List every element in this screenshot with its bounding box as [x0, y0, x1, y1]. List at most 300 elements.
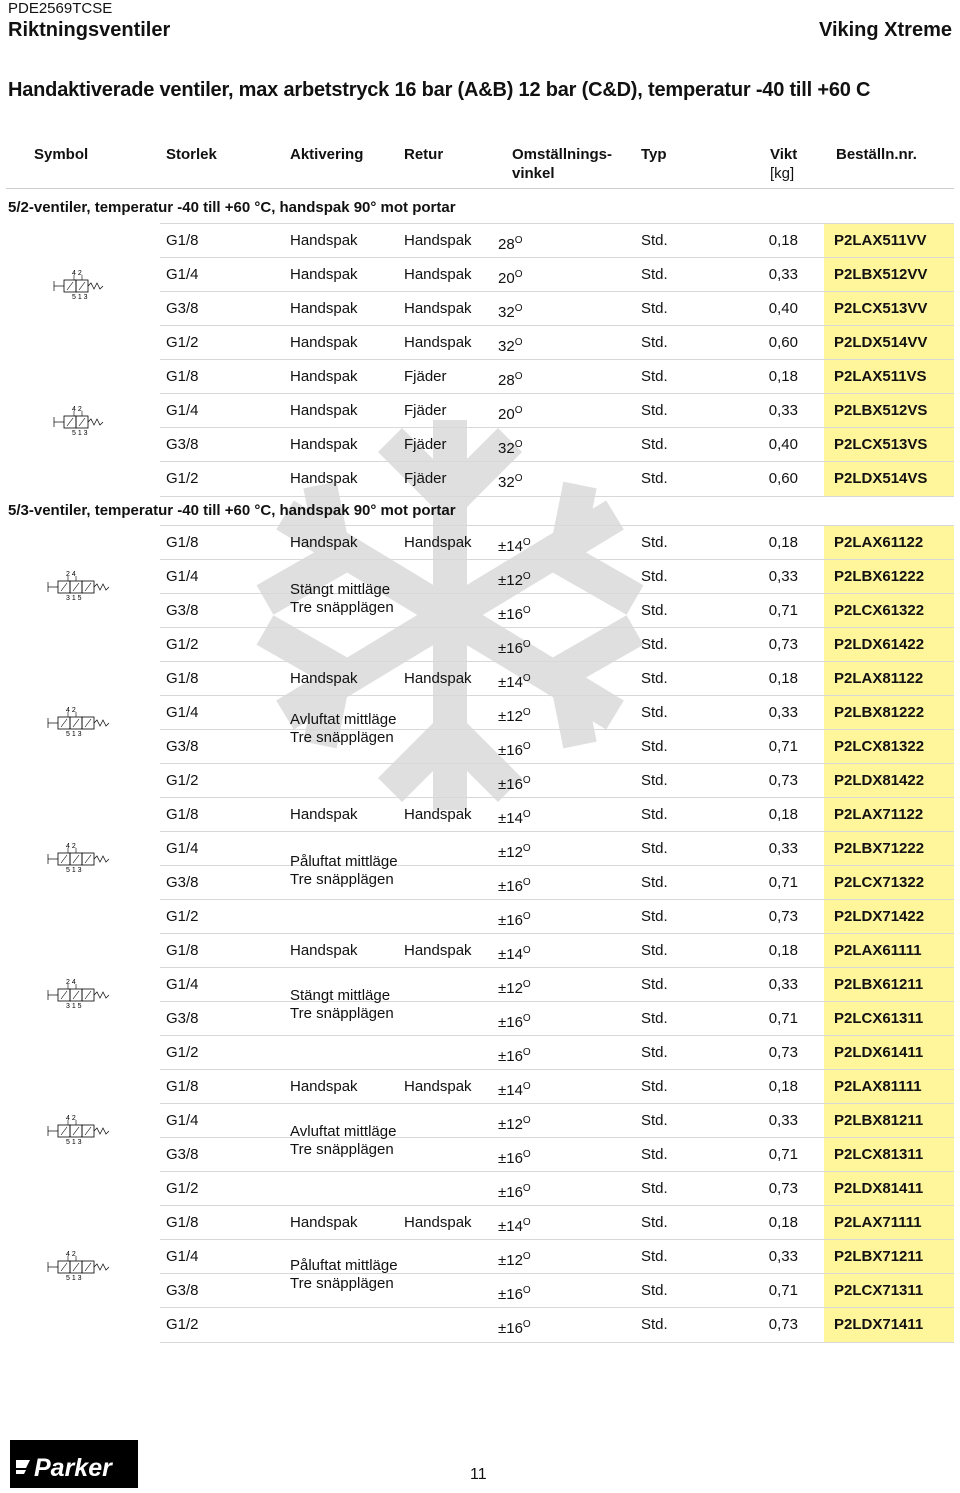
degree-mark: O: [522, 945, 531, 956]
angle-value: 20: [498, 270, 515, 287]
return-cell: Handspak: [404, 806, 472, 823]
type-cell: Std.: [641, 806, 668, 823]
type-cell: Std.: [641, 1146, 668, 1163]
order-number-cell: P2LBX81222: [824, 696, 954, 730]
symbol-ports-top: 4 2: [66, 843, 76, 850]
angle-cell: [498, 224, 522, 258]
weight-cell: 0,33: [768, 1112, 798, 1129]
order-number-cell: P2LDX514VS: [824, 462, 954, 496]
angle-value: ±14: [498, 538, 523, 555]
angle-cell: [498, 866, 531, 900]
type-cell: Std.: [641, 1316, 668, 1333]
angle-value: 32: [498, 440, 515, 457]
symbol-ports-bottom: 3 1 5: [66, 595, 82, 602]
symbol-ports-bottom: 5 1 3: [66, 731, 82, 738]
size-cell: G1/4: [166, 1112, 199, 1129]
angle-value: ±16: [498, 1014, 523, 1031]
angle-cell: [498, 730, 531, 764]
angle-value: 20: [498, 406, 515, 423]
note-line-2: Tre snäpplägen: [290, 599, 394, 616]
note-line-1: Stängt mittläge: [290, 987, 391, 1004]
angle-value: ±14: [498, 1082, 523, 1099]
angle-value: ±16: [498, 1184, 523, 1201]
type-cell: Std.: [641, 470, 668, 487]
return-cell: Handspak: [404, 300, 472, 317]
table-row: [160, 427, 954, 462]
center-position-note: [290, 987, 394, 1023]
return-cell: Handspak: [404, 334, 472, 351]
angle-value: ±16: [498, 606, 523, 623]
weight-cell: 0,33: [768, 976, 798, 993]
center-position-note: [290, 1123, 396, 1159]
type-cell: Std.: [641, 368, 668, 385]
table-row: [160, 967, 954, 1002]
size-cell: G3/8: [166, 300, 199, 317]
type-cell: Std.: [641, 266, 668, 283]
table-row: [160, 223, 954, 258]
degree-mark: O: [522, 1217, 531, 1228]
actuation-cell: Handspak: [290, 942, 358, 959]
degree-mark: O: [522, 741, 531, 752]
order-number-cell: P2LAX511VS: [824, 360, 954, 394]
weight-cell: 0,18: [768, 232, 798, 249]
order-number-cell: P2LCX513VV: [824, 292, 954, 326]
col-size: Storlek: [166, 146, 217, 163]
degree-mark: O: [522, 1115, 531, 1126]
symbol-ports-bottom: 5 1 3: [72, 430, 88, 437]
document-code: PDE2569TCSE: [8, 0, 113, 17]
weight-cell: 0,73: [768, 908, 798, 925]
parker-logo-text: Parker: [34, 1454, 112, 1482]
degree-mark: O: [522, 979, 531, 990]
angle-value: 32: [498, 474, 515, 491]
symbol-ports-top: 4 2: [72, 406, 82, 413]
weight-cell: 0,18: [768, 534, 798, 551]
note-line-2: Tre snäpplägen: [290, 1141, 394, 1158]
return-cell: Handspak: [404, 534, 472, 551]
type-cell: Std.: [641, 1078, 668, 1095]
angle-cell: [498, 1138, 531, 1172]
degree-mark: O: [522, 605, 531, 616]
angle-cell: [498, 662, 531, 696]
angle-cell: [498, 900, 531, 934]
weight-cell: 0,60: [768, 334, 798, 351]
degree-mark: O: [522, 1251, 531, 1262]
type-cell: Std.: [641, 436, 668, 453]
weight-cell: 0,18: [768, 806, 798, 823]
weight-cell: 0,33: [768, 568, 798, 585]
angle-cell: [498, 326, 522, 360]
type-cell: Std.: [641, 704, 668, 721]
degree-mark: O: [514, 235, 523, 246]
angle-cell: [498, 1172, 531, 1206]
table-row: [160, 1273, 954, 1308]
order-number-cell: P2LAX61122: [824, 526, 954, 560]
degree-mark: O: [522, 673, 531, 684]
note-line-2: Tre snäpplägen: [290, 1275, 394, 1292]
weight-cell: 0,33: [768, 266, 798, 283]
degree-mark: O: [514, 473, 523, 484]
size-cell: G1/8: [166, 368, 199, 385]
table-row: [160, 1307, 954, 1343]
angle-cell: [498, 764, 531, 798]
table-row: [160, 1171, 954, 1206]
table-row: [160, 763, 954, 798]
size-cell: G1/4: [166, 1248, 199, 1265]
table-row: [160, 831, 954, 866]
col-order: Beställn.nr.: [836, 146, 917, 163]
weight-cell: 0,40: [768, 300, 798, 317]
table-row: [160, 695, 954, 730]
weight-cell: 0,60: [768, 470, 798, 487]
col-angle-line1: Omställnings-: [512, 146, 613, 163]
parker-logo: [10, 1440, 138, 1488]
degree-mark: O: [522, 1183, 531, 1194]
order-number-cell: P2LAX81111: [824, 1070, 954, 1104]
table-row: [160, 359, 954, 394]
order-number-cell: P2LAX71122: [824, 798, 954, 832]
order-number-cell: P2LAX61111: [824, 934, 954, 968]
size-cell: G1/2: [166, 334, 199, 351]
type-cell: Std.: [641, 1010, 668, 1027]
valve-5-3-pressurized-center-icon: [28, 839, 124, 883]
weight-cell: 0,71: [768, 1146, 798, 1163]
type-cell: Std.: [641, 840, 668, 857]
angle-value: 28: [498, 372, 515, 389]
note-line-1: Avluftat mittläge: [290, 711, 397, 728]
col-return: Retur: [404, 146, 444, 163]
angle-value: ±12: [498, 1252, 523, 1269]
weight-cell: 0,71: [768, 1010, 798, 1027]
angle-cell: [498, 628, 531, 662]
table-row: [160, 257, 954, 292]
type-cell: Std.: [641, 1282, 668, 1299]
size-cell: G1/4: [166, 266, 199, 283]
parker-logo-icon: [10, 1440, 138, 1488]
order-number-cell: P2LBX61222: [824, 560, 954, 594]
angle-value: ±16: [498, 742, 523, 759]
weight-cell: 0,18: [768, 1214, 798, 1231]
size-cell: G3/8: [166, 874, 199, 891]
order-number-cell: P2LBX71222: [824, 832, 954, 866]
degree-mark: O: [514, 371, 523, 382]
table-row: [160, 729, 954, 764]
weight-cell: 0,18: [768, 368, 798, 385]
valve-5-3-pressurized-center-icon: [28, 1247, 124, 1291]
weight-cell: 0,40: [768, 436, 798, 453]
order-number-cell: P2LBX512VS: [824, 394, 954, 428]
order-number-cell: P2LAX71111: [824, 1206, 954, 1240]
order-number-cell: P2LAX81122: [824, 662, 954, 696]
angle-value: ±16: [498, 640, 523, 657]
table-row: [160, 933, 954, 968]
valve-5-2-lever-lever-icon: [28, 266, 124, 310]
order-number-cell: P2LBX512VV: [824, 258, 954, 292]
angle-cell: [498, 1002, 531, 1036]
angle-cell: [498, 258, 522, 292]
col-symbol: Symbol: [34, 146, 89, 163]
actuation-cell: Handspak: [290, 470, 358, 487]
center-position-note: [290, 1257, 398, 1293]
table-row: [160, 1137, 954, 1172]
type-cell: Std.: [641, 738, 668, 755]
type-cell: Std.: [641, 300, 668, 317]
col-angle: [512, 145, 612, 183]
weight-cell: 0,33: [768, 1248, 798, 1265]
size-cell: G3/8: [166, 436, 199, 453]
note-line-1: Stängt mittläge: [290, 581, 391, 598]
degree-mark: O: [522, 843, 531, 854]
valve-5-3-exhausted-center-icon: [28, 1111, 124, 1155]
angle-value: ±14: [498, 1218, 523, 1235]
table-row: [160, 1103, 954, 1138]
size-cell: G1/8: [166, 1078, 199, 1095]
symbol-ports-bottom: 5 1 3: [72, 294, 88, 301]
size-cell: G1/8: [166, 942, 199, 959]
symbol-ports-bottom: 5 1 3: [66, 867, 82, 874]
header-divider: [6, 188, 954, 189]
size-cell: G1/8: [166, 670, 199, 687]
angle-value: ±14: [498, 946, 523, 963]
order-number-cell: P2LAX511VV: [824, 224, 954, 258]
weight-cell: 0,73: [768, 636, 798, 653]
type-cell: Std.: [641, 534, 668, 551]
angle-cell: [498, 1036, 531, 1070]
order-number-cell: P2LDX61411: [824, 1036, 954, 1070]
degree-mark: O: [522, 571, 531, 582]
type-cell: Std.: [641, 1214, 668, 1231]
symbol-ports-top: 4 2: [72, 270, 82, 277]
return-cell: Handspak: [404, 1078, 472, 1095]
actuation-cell: Handspak: [290, 1078, 358, 1095]
weight-cell: 0,71: [768, 1282, 798, 1299]
actuation-cell: Handspak: [290, 806, 358, 823]
size-cell: G1/4: [166, 976, 199, 993]
center-position-note: [290, 711, 396, 747]
center-position-note: [290, 581, 394, 617]
symbol-ports-top: 4 2: [66, 1251, 76, 1258]
order-number-cell: P2LCX81322: [824, 730, 954, 764]
table-row: [160, 1205, 954, 1240]
note-line-1: Påluftat mittläge: [290, 853, 398, 870]
degree-mark: O: [522, 1013, 531, 1024]
angle-value: ±16: [498, 878, 523, 895]
degree-mark: O: [522, 1149, 531, 1160]
note-line-2: Tre snäpplägen: [290, 729, 394, 746]
actuation-cell: Handspak: [290, 402, 358, 419]
valve-5-3-exhausted-center-icon: [28, 703, 124, 747]
actuation-cell: Handspak: [290, 436, 358, 453]
document-title: Riktningsventiler: [8, 19, 171, 41]
degree-mark: O: [514, 337, 523, 348]
angle-value: ±16: [498, 1150, 523, 1167]
center-position-note: [290, 853, 398, 889]
angle-value: ±12: [498, 708, 523, 725]
type-cell: Std.: [641, 602, 668, 619]
size-cell: G1/2: [166, 636, 199, 653]
order-number-cell: P2LDX61422: [824, 628, 954, 662]
valve-5-2-lever-spring-icon: [28, 402, 124, 446]
table-row: [160, 865, 954, 900]
return-cell: Handspak: [404, 232, 472, 249]
degree-mark: O: [522, 877, 531, 888]
type-cell: Std.: [641, 942, 668, 959]
col-actuation: Aktivering: [290, 146, 364, 163]
table-row: [160, 1035, 954, 1070]
table-row: [160, 461, 954, 497]
size-cell: G1/2: [166, 470, 199, 487]
section-5-3: 5/3-ventiler, temperatur -40 till +60 °C, handspak 90° mot portar: [8, 502, 456, 519]
type-cell: Std.: [641, 670, 668, 687]
degree-mark: O: [514, 303, 523, 314]
degree-mark: O: [522, 1047, 531, 1058]
type-cell: Std.: [641, 334, 668, 351]
type-cell: Std.: [641, 568, 668, 585]
table-row: [160, 1239, 954, 1274]
angle-value: ±16: [498, 1320, 523, 1337]
order-number-cell: P2LBX61211: [824, 968, 954, 1002]
symbol-ports-bottom: 5 1 3: [66, 1139, 82, 1146]
angle-cell: [498, 1308, 531, 1342]
angle-cell: [498, 526, 531, 560]
weight-cell: 0,73: [768, 1044, 798, 1061]
valve-5-3-closed-center-icon: [28, 567, 124, 611]
type-cell: Std.: [641, 772, 668, 789]
return-cell: Fjäder: [404, 402, 447, 419]
order-number-cell: P2LDX81411: [824, 1172, 954, 1206]
table-row: [160, 797, 954, 832]
symbol-ports-top: 2 4: [66, 979, 76, 986]
angle-cell: [498, 560, 531, 594]
angle-value: ±14: [498, 674, 523, 691]
angle-cell: [498, 1104, 531, 1138]
col-weight: [770, 145, 797, 183]
note-line-1: Påluftat mittläge: [290, 1257, 398, 1274]
order-number-cell: P2LCX61311: [824, 1002, 954, 1036]
size-cell: G3/8: [166, 1146, 199, 1163]
size-cell: G1/4: [166, 402, 199, 419]
order-number-cell: P2LDX514VV: [824, 326, 954, 360]
size-cell: G3/8: [166, 1282, 199, 1299]
degree-mark: O: [522, 639, 531, 650]
return-cell: Fjäder: [404, 368, 447, 385]
actuation-cell: Handspak: [290, 534, 358, 551]
angle-cell: [498, 798, 531, 832]
type-cell: Std.: [641, 874, 668, 891]
weight-cell: 0,33: [768, 402, 798, 419]
order-number-cell: P2LCX61322: [824, 594, 954, 628]
order-number-cell: P2LBX71211: [824, 1240, 954, 1274]
order-number-cell: P2LDX71411: [824, 1308, 954, 1342]
order-number-cell: P2LDX81422: [824, 764, 954, 798]
angle-cell: [498, 428, 522, 462]
page-number: 11: [470, 1466, 487, 1483]
col-weight-line1: Vikt: [770, 146, 798, 163]
size-cell: G1/8: [166, 1214, 199, 1231]
angle-value: ±16: [498, 912, 523, 929]
angle-cell: [498, 594, 531, 628]
size-cell: G1/8: [166, 232, 199, 249]
degree-mark: O: [522, 1285, 531, 1296]
angle-cell: [498, 360, 522, 394]
size-cell: G1/8: [166, 806, 199, 823]
angle-cell: [498, 462, 522, 496]
table-row: [160, 325, 954, 360]
size-cell: G1/2: [166, 908, 199, 925]
order-number-cell: P2LCX513VS: [824, 428, 954, 462]
order-number-cell: P2LCX71311: [824, 1274, 954, 1308]
angle-cell: [498, 934, 531, 968]
type-cell: Std.: [641, 908, 668, 925]
angle-value: ±12: [498, 980, 523, 997]
angle-cell: [498, 394, 522, 428]
section-5-2: 5/2-ventiler, temperatur -40 till +60 °C, handspak 90° mot portar: [8, 199, 456, 216]
type-cell: Std.: [641, 976, 668, 993]
table-row: [160, 291, 954, 326]
actuation-cell: Handspak: [290, 670, 358, 687]
degree-mark: O: [522, 537, 531, 548]
return-cell: Handspak: [404, 942, 472, 959]
size-cell: G1/2: [166, 1316, 199, 1333]
page-heading: Handaktiverade ventiler, max arbetstryck 16 bar (A&B) 12 bar (C&D), temperatur -40 till +60 C: [8, 79, 871, 101]
type-cell: Std.: [641, 1248, 668, 1265]
type-cell: Std.: [641, 1180, 668, 1197]
table-row: [160, 1001, 954, 1036]
order-number-cell: P2LBX81211: [824, 1104, 954, 1138]
symbol-ports-bottom: 5 1 3: [66, 1275, 82, 1282]
table-row: [160, 593, 954, 628]
size-cell: G1/8: [166, 534, 199, 551]
angle-value: 32: [498, 304, 515, 321]
angle-value: ±12: [498, 844, 523, 861]
symbol-ports-top: 4 2: [66, 1115, 76, 1122]
note-line-2: Tre snäpplägen: [290, 1005, 394, 1022]
weight-cell: 0,73: [768, 772, 798, 789]
size-cell: G1/2: [166, 772, 199, 789]
angle-cell: [498, 292, 522, 326]
type-cell: Std.: [641, 1044, 668, 1061]
order-number-cell: P2LCX81311: [824, 1138, 954, 1172]
angle-value: ±16: [498, 1048, 523, 1065]
size-cell: G1/4: [166, 568, 199, 585]
valve-5-3-closed-center-icon: [28, 975, 124, 1019]
angle-value: ±16: [498, 1286, 523, 1303]
angle-value: ±12: [498, 572, 523, 589]
degree-mark: O: [514, 439, 523, 450]
type-cell: Std.: [641, 232, 668, 249]
angle-cell: [498, 832, 531, 866]
weight-cell: 0,18: [768, 670, 798, 687]
degree-mark: O: [514, 405, 523, 416]
col-weight-line2: [kg]: [770, 165, 795, 182]
size-cell: G1/2: [166, 1180, 199, 1197]
angle-cell: [498, 1240, 531, 1274]
weight-cell: 0,71: [768, 602, 798, 619]
table-row: [160, 661, 954, 696]
weight-cell: 0,18: [768, 1078, 798, 1095]
type-cell: Std.: [641, 402, 668, 419]
actuation-cell: Handspak: [290, 368, 358, 385]
symbol-ports-top: 2 4: [66, 571, 76, 578]
weight-cell: 0,33: [768, 704, 798, 721]
actuation-cell: Handspak: [290, 232, 358, 249]
actuation-cell: Handspak: [290, 1214, 358, 1231]
degree-mark: O: [522, 911, 531, 922]
angle-cell: [498, 1206, 531, 1240]
size-cell: G3/8: [166, 602, 199, 619]
size-cell: G1/2: [166, 1044, 199, 1061]
actuation-cell: Handspak: [290, 300, 358, 317]
